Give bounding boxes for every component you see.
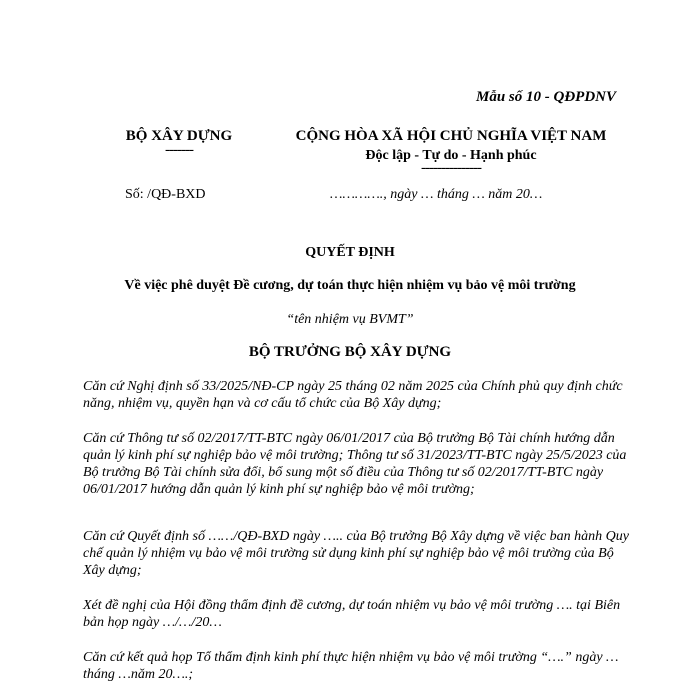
ministry-rule: ------- — [165, 142, 193, 158]
authority-title: BỘ TRƯỞNG BỘ XÂY DỰNG — [248, 344, 452, 360]
issuing-ministry-block — [104, 127, 254, 160]
document-title: QUYẾT ĐỊNH — [305, 245, 395, 260]
place-date-line: …………., ngày … tháng … năm 20… — [330, 187, 543, 202]
task-name-placeholder: “tên nhiệm vụ BVMT” — [286, 312, 414, 327]
ministry-name: BỘ XÂY DỰNG — [125, 128, 233, 144]
legal-basis-paragraph: Căn cứ Quyết định số ……/QĐ-BXD ngày ….. của Bộ trưởng Bộ Xây dựng về việc ban hành Quy chế quản lý nhiệm vụ bảo vệ môi trường sử dụng kinh phí sự nghiệp bảo vệ môi trường của Bộ Xây dựng; — [83, 529, 629, 578]
motto-rule: --------------- — [421, 160, 481, 176]
document-number: Số: /QĐ-BXD — [125, 187, 206, 202]
nation-name: CỘNG HÒA XÃ HỘI CHỦ NGHĨA VIỆT NAM — [295, 128, 607, 144]
form-code: Mẫu số 10 - QĐPDNV — [475, 89, 616, 105]
national-motto: Độc lập - Tự do - Hạnh phúc — [365, 148, 537, 163]
legal-basis-paragraph: Xét đề nghị của Hội đồng thẩm định đề cương, dự toán nhiệm vụ bảo vệ môi trường …. tại Biên bản họp ngày …/…/20… — [83, 598, 621, 630]
legal-basis-paragraph: Căn cứ Thông tư số 02/2017/TT-BTC ngày 06/01/2017 của Bộ trưởng Bộ Tài chính hướng dẫn quản lý kinh phí sự nghiệp bảo vệ môi trường; Thông tư số 31/2023/TT-BTC ngày 25/5/2023 của Bộ trưởng Bộ Tài chính sửa đổi, bổ sung một số điều của Thông tư số 02/2017/TT-BTC ngày 06/01/2017 hướng dẫn quản lý kinh phí sự nghiệp bảo vệ môi trường; — [83, 431, 627, 497]
legal-basis-paragraph: Căn cứ kết quả họp Tổ thẩm định kinh phí thực hiện nhiệm vụ bảo vệ môi trường “….” ngày …tháng …năm 20….; — [83, 650, 619, 682]
national-header-block — [278, 127, 624, 178]
legal-basis-paragraph: Căn cứ Nghị định số 33/2025/NĐ-CP ngày 25 tháng 02 năm 2025 của Chính phủ quy định chức năng, nhiệm vụ, quyền hạn và cơ cấu tổ chức của Bộ Xây dựng; — [83, 379, 623, 411]
document-subject: Về việc phê duyệt Đề cương, dự toán thực hiện nhiệm vụ bảo vệ môi trường — [124, 278, 576, 293]
